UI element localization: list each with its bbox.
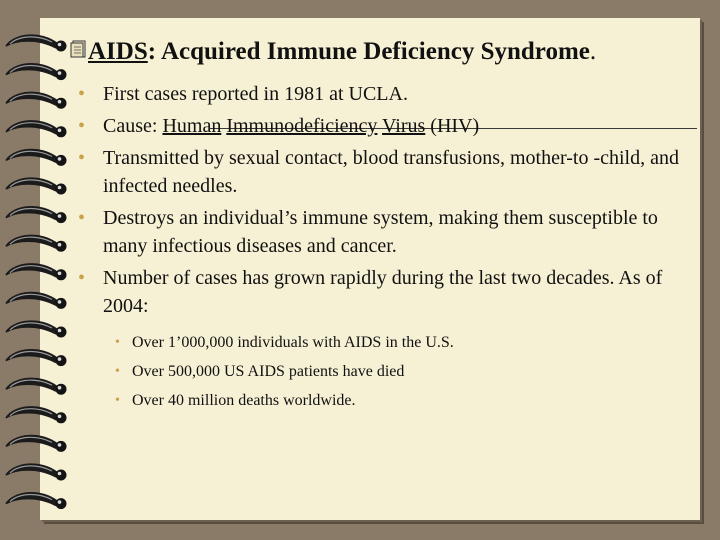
binder-ring [6, 293, 67, 309]
bullet-text-suffix: (HIV) [425, 115, 480, 137]
binder-ring [6, 321, 67, 337]
binder-ring [6, 378, 67, 394]
bullet-item [78, 204, 693, 260]
title-period: . [589, 38, 597, 65]
binder-ring [6, 121, 67, 137]
binder-ring [6, 35, 67, 51]
sub-bullet-item [115, 386, 693, 415]
bullet-dot: • [78, 83, 86, 105]
binder-ring [6, 207, 67, 223]
bullet-dot: • [78, 115, 86, 137]
sub-bullet-item [115, 328, 693, 357]
bullet-item [78, 112, 693, 140]
slide-title [88, 38, 708, 66]
hiv-word-immunodeficiency: Immunodeficiency [226, 115, 378, 137]
title-acronym: AIDS [88, 38, 148, 65]
binder-ring [6, 92, 67, 108]
spiral-binding [0, 0, 80, 540]
notebook-icon [70, 40, 86, 58]
bullet-text: Destroys an individual’s immune system, making them susceptible to many infectious diseases and cancer. [103, 207, 658, 257]
binder-ring [6, 436, 67, 452]
title-text: : Acquired Immune Deficiency Syndrome [147, 38, 590, 65]
binder-ring [6, 493, 67, 509]
sub-bullet-text: Over 40 million deaths worldwide. [132, 392, 356, 409]
sub-bullet-dot: • [115, 364, 120, 379]
bullet-dot: • [78, 267, 86, 289]
bullet-text: First cases reported in 1981 at UCLA. [103, 83, 408, 105]
binder-ring [6, 464, 67, 480]
bullet-item [78, 264, 693, 415]
sub-bullet-dot: • [115, 335, 120, 350]
binder-ring [6, 235, 67, 251]
binder-ring [6, 150, 67, 166]
binder-ring [6, 350, 67, 366]
sub-bullet-list [103, 328, 693, 415]
bullet-dot: • [78, 147, 86, 169]
bullet-dot: • [78, 207, 86, 229]
bullet-text: Number of cases has grown rapidly during the last two decades. As of 2004: [103, 267, 663, 317]
binder-ring [6, 407, 67, 423]
hiv-word-virus: Virus [382, 115, 426, 137]
bullet-text: Transmitted by sexual contact, blood transfusions, mother-to -child, and infected needles. [103, 147, 679, 197]
sub-bullet-text: Over 1’000,000 individuals with AIDS in the U.S. [132, 334, 454, 351]
sub-bullet-text: Over 500,000 US AIDS patients have died [132, 363, 405, 380]
bullet-list [78, 80, 693, 419]
sub-bullet-dot: • [115, 393, 120, 408]
hiv-word-human: Human [162, 115, 222, 137]
bullet-item [78, 80, 693, 108]
bullet-item [78, 144, 693, 200]
binder-ring [6, 178, 67, 194]
sub-bullet-item [115, 357, 693, 386]
binder-ring [6, 64, 67, 80]
binder-ring [6, 264, 67, 280]
bullet-text-prefix: Cause: [103, 115, 163, 137]
